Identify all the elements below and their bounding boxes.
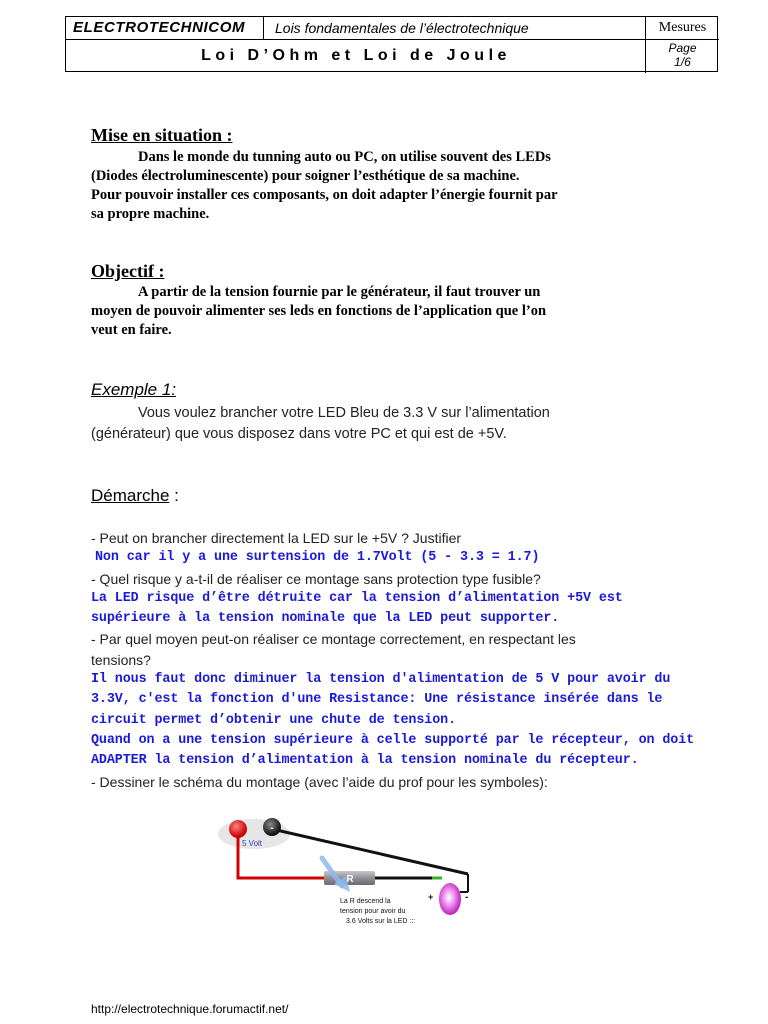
questions-answers bbox=[91, 528, 711, 792]
led-minus-label: - bbox=[465, 892, 469, 903]
mise-en-situation-text bbox=[91, 148, 671, 224]
answer-3-line: 3.3V, c'est la fonction d'une Resistance: Une résistance insérée dans le bbox=[91, 692, 663, 708]
negative-terminal-label: - bbox=[270, 822, 274, 834]
paragraph-line: A partir de la tension fournie par le générateur, il faut trouver un bbox=[138, 284, 541, 300]
mise-en-situation-heading: Mise en situation : bbox=[91, 125, 233, 145]
answer-2-line: supérieure à la tension nominale que la LED peut supporter. bbox=[91, 611, 560, 627]
led-icon bbox=[439, 883, 461, 915]
question-4: - Dessiner le schéma du montage (avec l’aide du prof pour les symboles): bbox=[91, 773, 548, 790]
question-1: - Peut on brancher directement la LED sur le +5V ? Justifier bbox=[91, 530, 462, 546]
diagram-note-line: tension pour avoir du bbox=[340, 908, 406, 915]
question-3-line: - Par quel moyen peut-on réaliser ce montage correctement, en respectant les bbox=[91, 631, 576, 648]
answer-3-line: circuit permet d’obtenir une chute de tension. bbox=[91, 712, 457, 728]
exemple-heading: Exemple 1: bbox=[91, 380, 177, 399]
circuit-diagram bbox=[210, 812, 480, 942]
title-cell bbox=[66, 40, 646, 73]
demarche-colon: : bbox=[169, 486, 179, 505]
paragraph-line: sa propre machine. bbox=[91, 206, 210, 222]
answer-3-line: Il nous faut donc diminuer la tension d'alimentation de 5 V pour avoir du bbox=[91, 672, 671, 688]
brand-cell bbox=[66, 17, 264, 40]
page-number: 1/6 bbox=[674, 55, 691, 69]
diagram-note-line: La R descend la bbox=[340, 898, 391, 905]
objectif-heading: Objectif : bbox=[91, 261, 165, 281]
negative-wire bbox=[272, 829, 468, 874]
document-header bbox=[65, 16, 718, 72]
demarche-title: Démarche bbox=[91, 486, 170, 505]
answer-1: Non car il y a une surtension de 1.7Volt (5 - 3.3 = 1.7) bbox=[95, 550, 540, 566]
question-2: - Quel risque y a-t-il de réaliser ce montage sans protection type fusible? bbox=[91, 570, 541, 587]
paragraph-line: (Diodes électroluminescente) pour soigner l’esthétique de sa machine. bbox=[91, 168, 520, 184]
resistor-label: R bbox=[346, 874, 354, 885]
diagram-note-line: 3.6 Volts sur la LED ::: bbox=[346, 918, 416, 925]
answer-3-line: Quand on a une tension supérieure à celle supporté par le récepteur, on doit bbox=[91, 732, 695, 748]
page-indicator bbox=[646, 41, 719, 69]
paragraph-line: Vous voulez brancher votre LED Bleu de 3.3 V sur l’alimentation bbox=[138, 405, 550, 421]
brand-name: ELECTROTECHNICOM bbox=[73, 19, 246, 36]
paragraph-line: Dans le monde du tunning auto ou PC, on utilise souvent des LEDs bbox=[138, 149, 551, 165]
answer-2-line: La LED risque d’être détruite car la tension d’alimentation +5V est bbox=[91, 590, 623, 606]
paragraph-line: Pour pouvoir installer ces composants, on doit adapter l’énergie fournit par bbox=[91, 187, 558, 203]
led-plus-label: + bbox=[428, 892, 434, 902]
document-title: Loi D’Ohm et Loi de Joule bbox=[201, 47, 511, 64]
page-label: Page bbox=[668, 41, 697, 55]
source-voltage-label: 5 Volt bbox=[242, 839, 263, 848]
course-subject: Lois fondamentales de l’électrotechnique bbox=[275, 20, 529, 36]
course-category: Mesures bbox=[658, 20, 707, 35]
footer-url[interactable]: http://electrotechnique.forumactif.net/ bbox=[91, 1002, 289, 1016]
page-cell bbox=[646, 40, 719, 73]
paragraph-line: veut en faire. bbox=[91, 322, 172, 338]
paragraph-line: moyen de pouvoir alimenter ses leds en fonctions de l’application que l’on bbox=[91, 303, 547, 319]
demarche-heading bbox=[91, 486, 179, 506]
question-3-line: tensions? bbox=[91, 651, 151, 668]
subject-cell bbox=[264, 17, 646, 40]
category-cell bbox=[646, 17, 719, 40]
paragraph-line: (générateur) que vous disposez dans votre PC et qui est de +5V. bbox=[91, 425, 507, 442]
exemple-text bbox=[91, 403, 691, 444]
answer-3-line: ADAPTER la tension d’alimentation à la tension nominale du récepteur. bbox=[91, 753, 639, 769]
objectif-text bbox=[91, 283, 671, 340]
positive-terminal-icon bbox=[229, 820, 247, 838]
